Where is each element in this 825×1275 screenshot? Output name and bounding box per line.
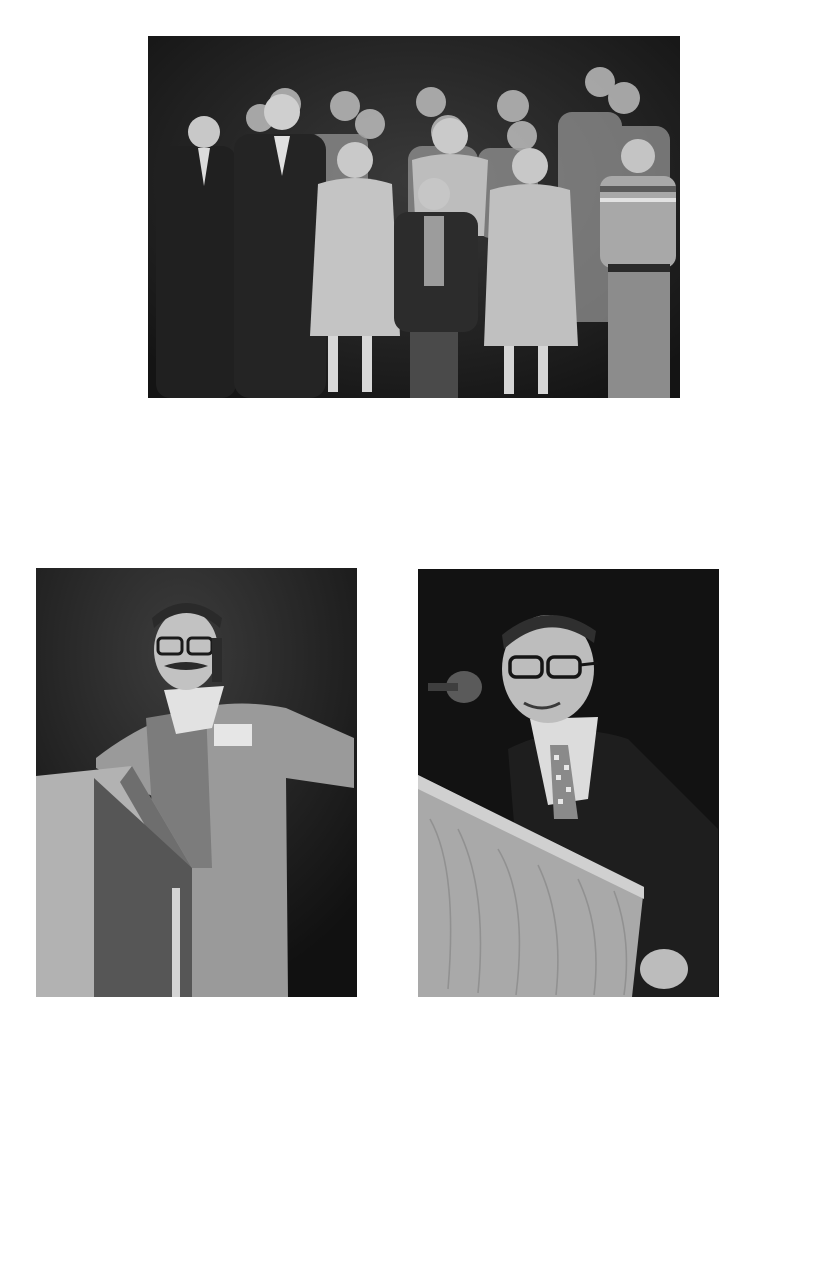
photo-speaker-at-podium-right [418, 569, 719, 997]
speaker-right-illustration [418, 569, 719, 997]
speaker-left-illustration [36, 568, 357, 997]
photo-children-choir [148, 36, 680, 398]
photo-speaker-at-podium-left [36, 568, 357, 997]
choir-illustration [148, 36, 680, 398]
